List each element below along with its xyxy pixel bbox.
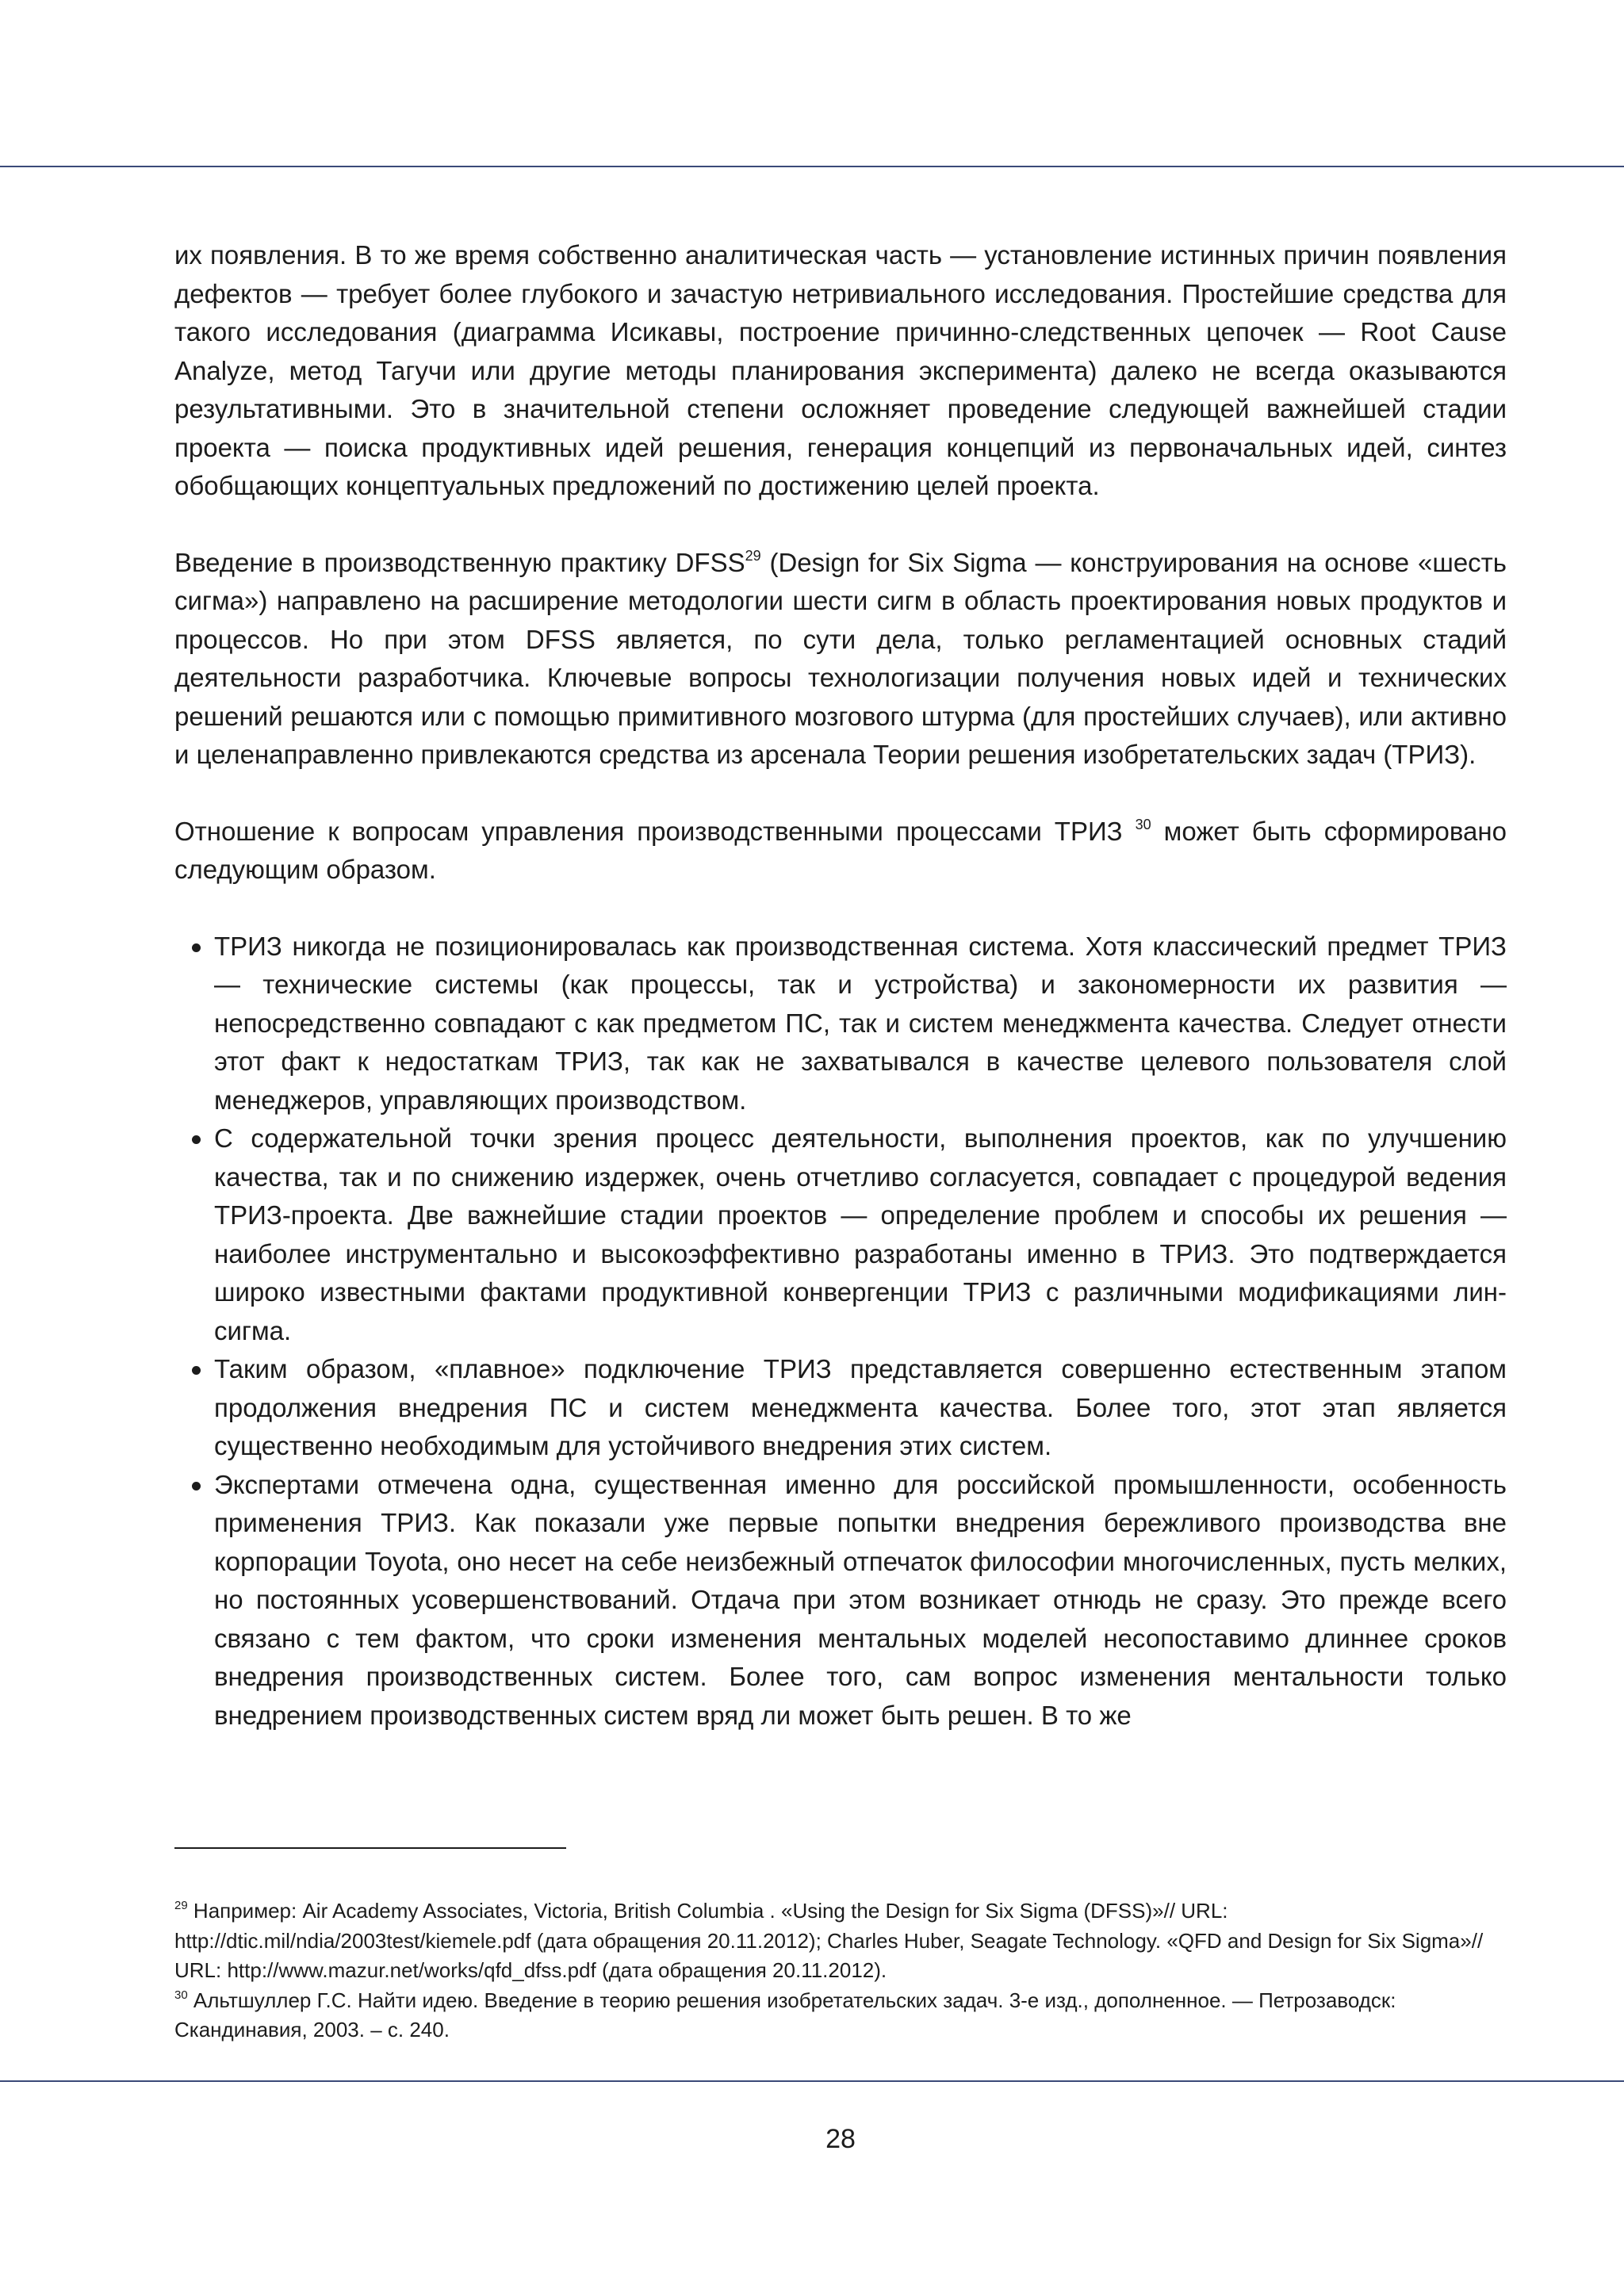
bullet-icon: [192, 1366, 201, 1375]
footnote-text: Альтшуллер Г.С. Найти идею. Введение в теорию решения изобретательских задач. 3-е изд., дополненное. — Петрозаводск: Скандинавия, 2003. – с. 240.: [174, 1988, 1396, 2042]
paragraph-2-text-b: (Design for Six Sigma — конструирования на основе «шесть сигма») направлено на расширение методологии шести сигм в область проектирования новых продуктов и процессов. Но при этом DFSS является, по сути дела, только регламентацией основных стадий деятельности разработчика. Ключевые вопросы технологизации получения новых идей и технических решений решаются или с помощью примитивного мозгового штурма (для простейших случаев), или активно и целенаправленно привлекаются средства из арсенала Теории решения изобретательских задач (ТРИЗ).: [174, 547, 1507, 769]
paragraph-1: их появления. В то же время собственно аналитическая часть — установление истинных причин появления дефектов — требует более глубокого и зачастую нетривиального исследования. Простейшие средства для такого исследования (диаграмма Исикавы, построение причинно-следственных цепочек — Root Cause Analyze, метод Тагучи или другие методы планирования эксперимента) далеко не всегда оказываются результативными. Это в значительной степени осложняет проведение следующей важнейшей стадии проекта — поиска продуктивных идей решения, генерация концепций из первоначальных идей, синтез обобщающих концептуальных предложений по достижению целей проекта.: [174, 240, 1507, 500]
paragraph-3-text-b: может быть сформировано следующим образом.: [174, 816, 1507, 884]
footnote-separator: [174, 1847, 566, 1849]
footnote-30: [174, 1986, 1507, 2045]
bullet-list: [174, 928, 1507, 1735]
paragraph-2: [174, 544, 1507, 775]
list-item: [174, 1119, 1507, 1350]
paragraph-3-text-a: Отношение к вопросам управления производственными процессами ТРИЗ: [174, 816, 1136, 846]
list-item-text: С содержательной точки зрения процесс деятельности, выполнения проектов, как по улучшению качества, так и по снижению издержек, очень отчетливо согласуется, совпадает с процедурой ведения ТРИЗ-проекта. Две важнейшие стадии проектов — определение проблем и способы их решения — наиболее инструментально и высокоэффективно разработаны именно в ТРИЗ. Это подтверждается широко известными фактами продуктивной конвергенции ТРИЗ с различными модификациями лин-сигма.: [214, 1123, 1507, 1345]
list-item: [174, 928, 1507, 1120]
list-item-text: Таким образом, «плавное» подключение ТРИЗ представляется совершенно естественным этапом продолжения внедрения ПС и систем менеджмента качества. Более того, этот этап является существенно необходимым для устойчивого внедрения этих систем.: [214, 1354, 1507, 1460]
footnote-ref-29[interactable]: 29: [745, 547, 761, 564]
footnote-29: [174, 1896, 1507, 1986]
footnotes: [174, 1896, 1507, 2045]
bullet-icon: [192, 1135, 201, 1144]
list-item: [174, 1466, 1507, 1735]
page-number: 28: [825, 2124, 856, 2154]
footnote-number: 30: [174, 1988, 188, 2002]
list-item: [174, 1350, 1507, 1466]
paragraph-2-text-a: Введение в производственную практику DFSS: [174, 547, 745, 577]
list-item-text: Экспертами отмечена одна, существенная именно для российской промышленности, особенность применения ТРИЗ. Как показали уже первые попытки внедрения бережливого производства вне корпорации Toyota, оно несет на себе неизбежный отпечаток философии многочисленных, пусть мелких, но постоянных усовершенствований. Отдача при этом возникает отнюдь не сразу. Это прежде всего связано с тем фактом, что сроки изменения ментальных моделей несопоставимо длиннее сроков внедрения производственных систем. Более того, сам вопрос изменения ментальности только внедрением производственных систем вряд ли может быть решен. В то же: [214, 1469, 1507, 1730]
bullet-icon: [192, 1482, 201, 1490]
footnote-ref-30[interactable]: 30: [1135, 816, 1151, 832]
bullet-icon: [192, 943, 201, 952]
list-item-text: ТРИЗ никогда не позиционировалась как производственная система. Хотя классический предмет ТРИЗ — технические системы (как процессы, так и устройства) и закономерности их развития — непосредственно совпадают с как предметом ПС, так и систем менеджмента качества. Следует отнести этот факт к недостаткам ТРИЗ, так как не захватывался в качестве целевого пользователя слой менеджеров, управляющих производством.: [214, 931, 1507, 1115]
footer-rule: [0, 2080, 1624, 2082]
header-rule: [0, 166, 1624, 167]
footnote-text: Например: Air Academy Associates, Victoria, British Columbia . «Using the Design for Six Sigma (DFSS)»// URL: http://dtic.mil/ndia/2003test/kiemele.pdf (дата обращения 20.11.2012); Charles Huber, Seagate Technology. «QFD and Design for Six Sigma»// URL: http://www.mazur.net/works/qfd_dfss.pdf (дата обращения 20.11.2012).: [174, 1899, 1484, 1982]
paragraph-3: [174, 813, 1507, 890]
footnote-number: 29: [174, 1899, 188, 1912]
main-text: [174, 236, 1507, 1735]
